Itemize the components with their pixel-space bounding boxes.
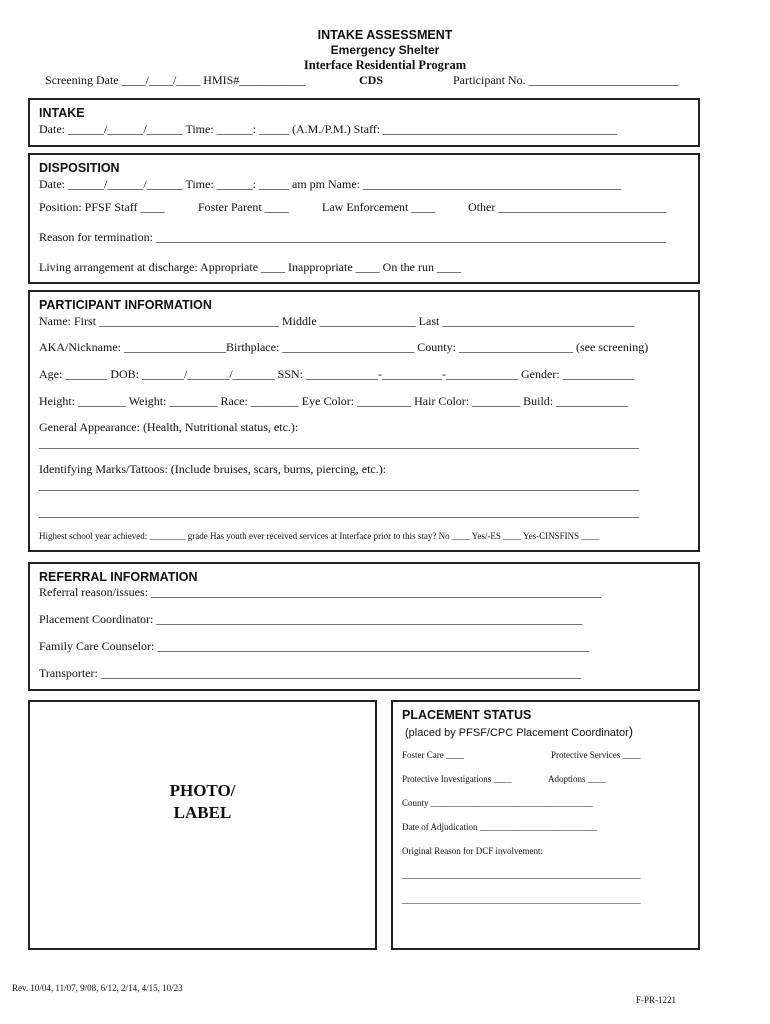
identifying-marks-label: Identifying Marks/Tattoos: (Include bruises, scars, burns, piercing, etc.): <box>39 462 387 476</box>
transporter-field[interactable]: Transporter: ________________________________________________________________________________ <box>39 666 581 680</box>
adoptions-field[interactable]: Adoptions ____ <box>548 774 606 784</box>
dcf-reason-label: Original Reason for DCF involvement: <box>402 846 543 856</box>
age-dob-ssn-gender-field[interactable]: Age: _______ DOB: _______/_______/_______ SSN: ____________-__________-____________ Gender: ____________ <box>39 367 635 381</box>
disposition-section <box>28 153 700 284</box>
referral-info-heading: REFERRAL INFORMATION <box>39 570 198 584</box>
referral-info-section <box>28 562 700 691</box>
general-appearance-blank[interactable]: ____________________________________________________________________________________________________ <box>39 436 639 450</box>
screening-date-hmis-field[interactable]: Screening Date ____/____/____ HMIS#___________ <box>45 73 306 87</box>
aka-birthplace-county-field[interactable]: AKA/Nickname: _________________Birthplace: ______________________ County: ___________________ (see screening) <box>39 340 649 354</box>
position-pfsf-staff-field[interactable]: Position: PFSF Staff ____ <box>39 200 165 214</box>
form-number: F-PR-1221 <box>636 995 677 1005</box>
photo-label-text-2: LABEL <box>173 803 232 822</box>
foster-care-field[interactable]: Foster Care ____ <box>402 750 464 760</box>
placement-status-note: (placed by PFSF/CPC Placement Coordinator) <box>405 724 634 739</box>
county-field[interactable]: County ____________________________________ <box>402 798 593 808</box>
disposition-date-time-name-field[interactable]: Date: ______/______/______ Time: ______: _____ am pm Name: ___________________________________________ <box>39 177 621 191</box>
intake-date-time-staff-field[interactable]: Date: ______/______/______ Time: ______: _____ (A.M./P.M.) Staff: _______________________________________ <box>39 122 618 136</box>
referral-reason-field[interactable]: Referral reason/issues: ___________________________________________________________________________ <box>39 585 601 599</box>
form-title: INTAKE ASSESSMENT <box>317 28 453 42</box>
protective-services-field[interactable]: Protective Services ____ <box>551 750 641 760</box>
placement-status-section <box>391 700 700 950</box>
dcf-reason-blank-1[interactable]: _____________________________________________________ <box>402 870 641 880</box>
cds-label: CDS <box>359 73 384 87</box>
participant-info-heading: PARTICIPANT INFORMATION <box>39 298 212 312</box>
family-care-counselor-field[interactable]: Family Care Counselor: ________________________________________________________________________ <box>39 639 590 653</box>
discharge-living-arrangement-field[interactable]: Living arrangement at discharge: Appropriate ____ Inappropriate ____ On the run ____ <box>39 260 461 274</box>
disposition-heading: DISPOSITION <box>39 161 120 175</box>
physical-description-field[interactable]: Height: ________ Weight: ________ Race: ________ Eye Color: _________ Hair Color: ________ Build: ____________ <box>39 394 629 408</box>
identifying-marks-blank-2[interactable]: ____________________________________________________________________________________________________ <box>39 505 639 519</box>
participant-name-field[interactable]: Name: First ______________________________ Middle ________________ Last ________________________________ <box>39 314 635 328</box>
revision-history: Rev. 10/04, 11/07, 9/08, 6/12, 2/14, 4/15, 10/23 <box>12 983 183 993</box>
position-other-field[interactable]: Other ____________________________ <box>468 200 667 214</box>
identifying-marks-blank-1[interactable]: ____________________________________________________________________________________________________ <box>39 478 639 492</box>
placement-status-heading: PLACEMENT STATUS <box>402 708 532 722</box>
general-appearance-label: General Appearance: (Health, Nutritional status, etc.): <box>39 420 299 434</box>
position-foster-parent-field[interactable]: Foster Parent ____ <box>198 200 289 214</box>
photo-label-text-1: PHOTO/ <box>169 781 236 800</box>
form-subtitle-shelter: Emergency Shelter <box>330 43 440 57</box>
participant-info-section <box>28 290 700 552</box>
adjudication-date-field[interactable]: Date of Adjudication __________________________ <box>402 822 597 832</box>
protective-investigations-field[interactable]: Protective Investigations ____ <box>402 774 512 784</box>
school-and-prior-services-field[interactable]: Highest school year achieved: ________ grade Has youth ever received services at Interface prior to this stay? No ____ Yes/-ES ____ Yes-CINSFINS ____ <box>39 531 600 541</box>
intake-heading: INTAKE <box>39 106 85 120</box>
photo-label-box <box>28 700 377 950</box>
intake-section <box>28 98 700 147</box>
placement-coordinator-field[interactable]: Placement Coordinator: _______________________________________________________________________ <box>39 612 583 626</box>
form-subtitle-program: Interface Residential Program <box>303 58 467 72</box>
dcf-reason-blank-2[interactable]: _____________________________________________________ <box>402 895 641 905</box>
position-law-enforcement-field[interactable]: Law Enforcement ____ <box>322 200 436 214</box>
participant-number-field[interactable]: Participant No. _________________________ <box>453 73 679 87</box>
termination-reason-field[interactable]: Reason for termination: _____________________________________________________________________________________ <box>39 230 666 244</box>
